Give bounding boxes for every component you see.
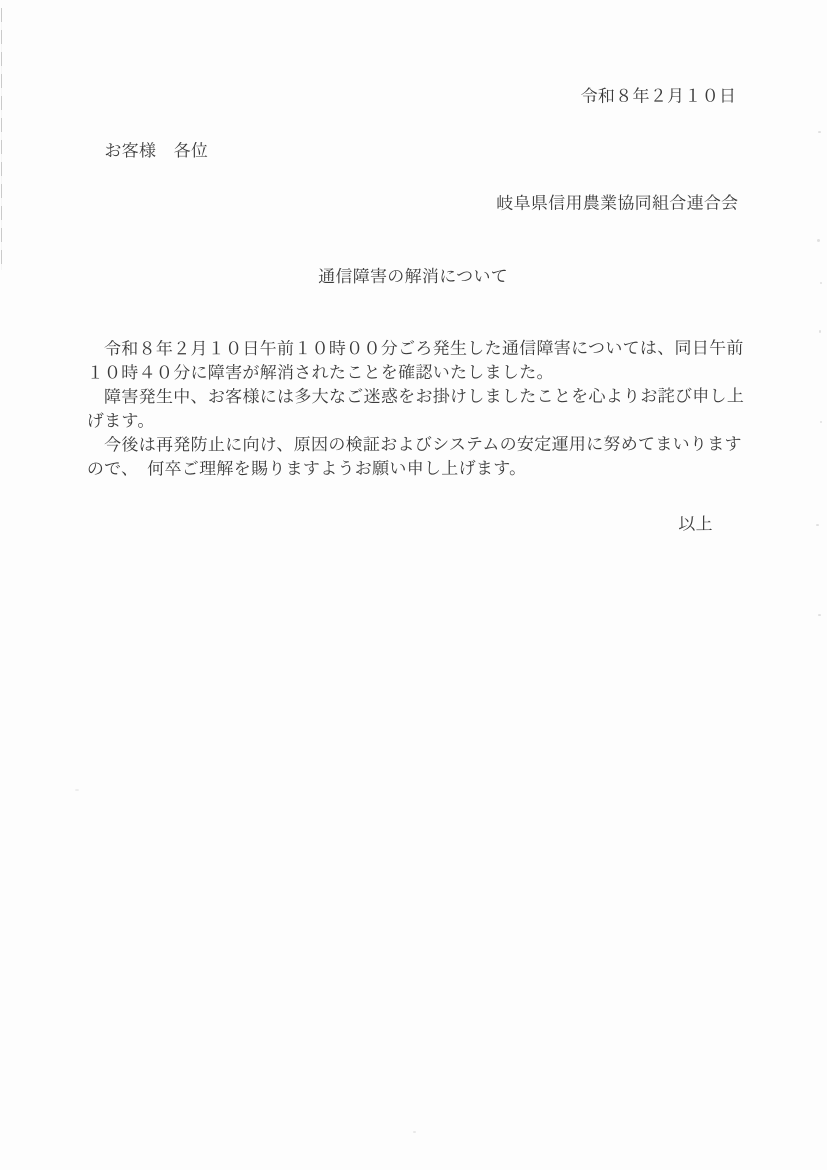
body-line: １０時４０分に障害が解消されたことを確認いたしました。 [86,362,554,384]
body-line: 今後は再発防止に向け、原因の検証およびシステムの安定運用に努めてまいります [86,434,742,456]
document-title: 通信障害の解消について [318,266,509,288]
sender-line: 岐阜県信用農業協同組合連合会 [496,193,739,214]
body-line: げます。 [86,411,155,432]
closing-line: 以上 [678,514,713,535]
body-line: ので、 何卒ご理解を賜りますようお願い申し上げます。 [86,458,527,480]
addressee-line: お客様 各位 [104,141,209,162]
body-line: 障害発生中、お客様には多大なご迷惑をお掛けしましたことを心よりお詫び申し上 [86,386,745,408]
date-line: 令和８年２月１０日 [580,86,737,107]
body-line: 令和８年２月１０日午前１０時００分ごろ発生した通信障害については、同日午前 [86,338,744,360]
body-paragraphs [87,337,749,482]
